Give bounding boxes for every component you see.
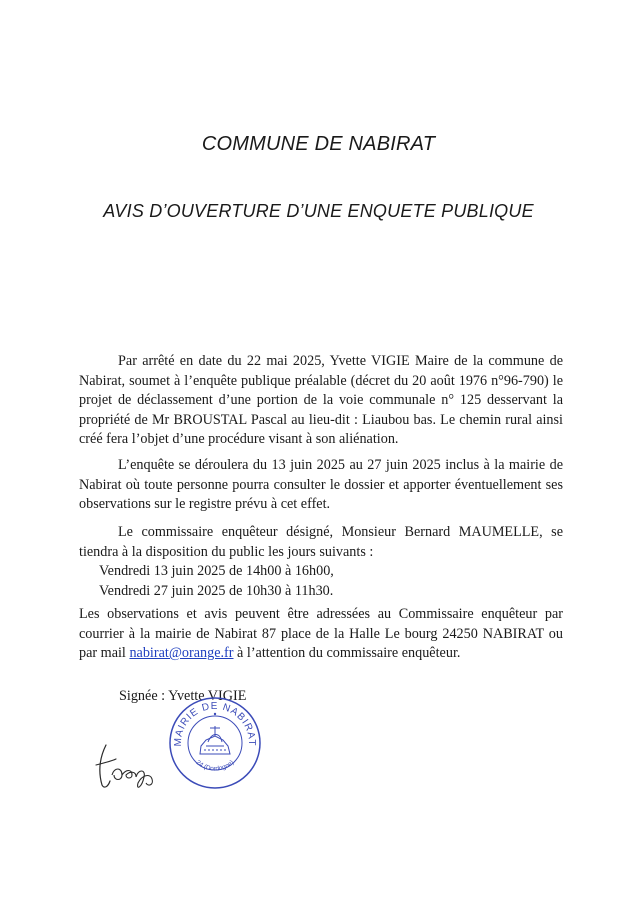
paragraph-contact-tail: à l’attention du commissaire enquêteur.	[233, 645, 461, 661]
seal-emblem	[200, 726, 230, 754]
paragraph-decree	[79, 352, 563, 450]
email-link[interactable]: nabirat@orange.fr	[129, 645, 234, 661]
commune-title: COMMUNE DE NABIRAT	[201, 133, 436, 155]
paragraph-commissioner-text: Le commissaire enquêteur désigné, Monsieur Bernard MAUMELLE, se tiendra à la disposition du public les jours suivants :	[79, 524, 563, 560]
mairie-seal	[168, 696, 262, 790]
schedule-item: Vendredi 13 juin 2025 de 14h00 à 16h00,	[99, 563, 334, 579]
schedule-item: Vendredi 27 juin 2025 de 10h30 à 11h30.	[99, 582, 334, 599]
seal-top-text: MAIRIE DE NABIRAT	[172, 700, 258, 747]
seal-bottom-text: 24 (Dordogne)	[194, 759, 236, 773]
paragraph-contact	[79, 605, 563, 664]
paragraph-decree-text: Par arrêté en date du 22 mai 2025, Yvette VIGIE Maire de la commune de Nabirat, soumet à l’enquête publique préalable (décret du 20 août 1976 n°96-790) le projet de déclassement d’une portion de la voie communale n° 125 desservant la propriété de Mr BROUSTAL Pascal au lieu-dit : Liaubou bas. Le chemin rural ainsi créé fera l’objet d’une procédure visant à son aliénation.	[79, 353, 563, 447]
signed-by: Signée : Yvette VIGIE	[119, 688, 247, 704]
notice-title: AVIS D’OUVERTURE D’UNE ENQUETE PUBLIQUE	[103, 201, 534, 221]
handwritten-signature	[92, 735, 162, 795]
paragraph-contact-text: Les observations et avis peuvent être adressées au Commissaire enquêteur par courrier à la mairie de Nabirat 87 place de la Halle Le bourg 24250 NABIRAT ou par mail	[79, 606, 563, 661]
paragraph-inquiry-dates-text: L’enquête se déroulera du 13 juin 2025 au 27 juin 2025 inclus à la mairie de Nabirat où toute personne pourra consulter le dossier et apporter éventuellement ses observations sur le registre prévu à cet effet.	[79, 457, 563, 512]
paragraph-inquiry-dates	[79, 456, 563, 515]
paragraph-commissioner	[79, 523, 563, 601]
